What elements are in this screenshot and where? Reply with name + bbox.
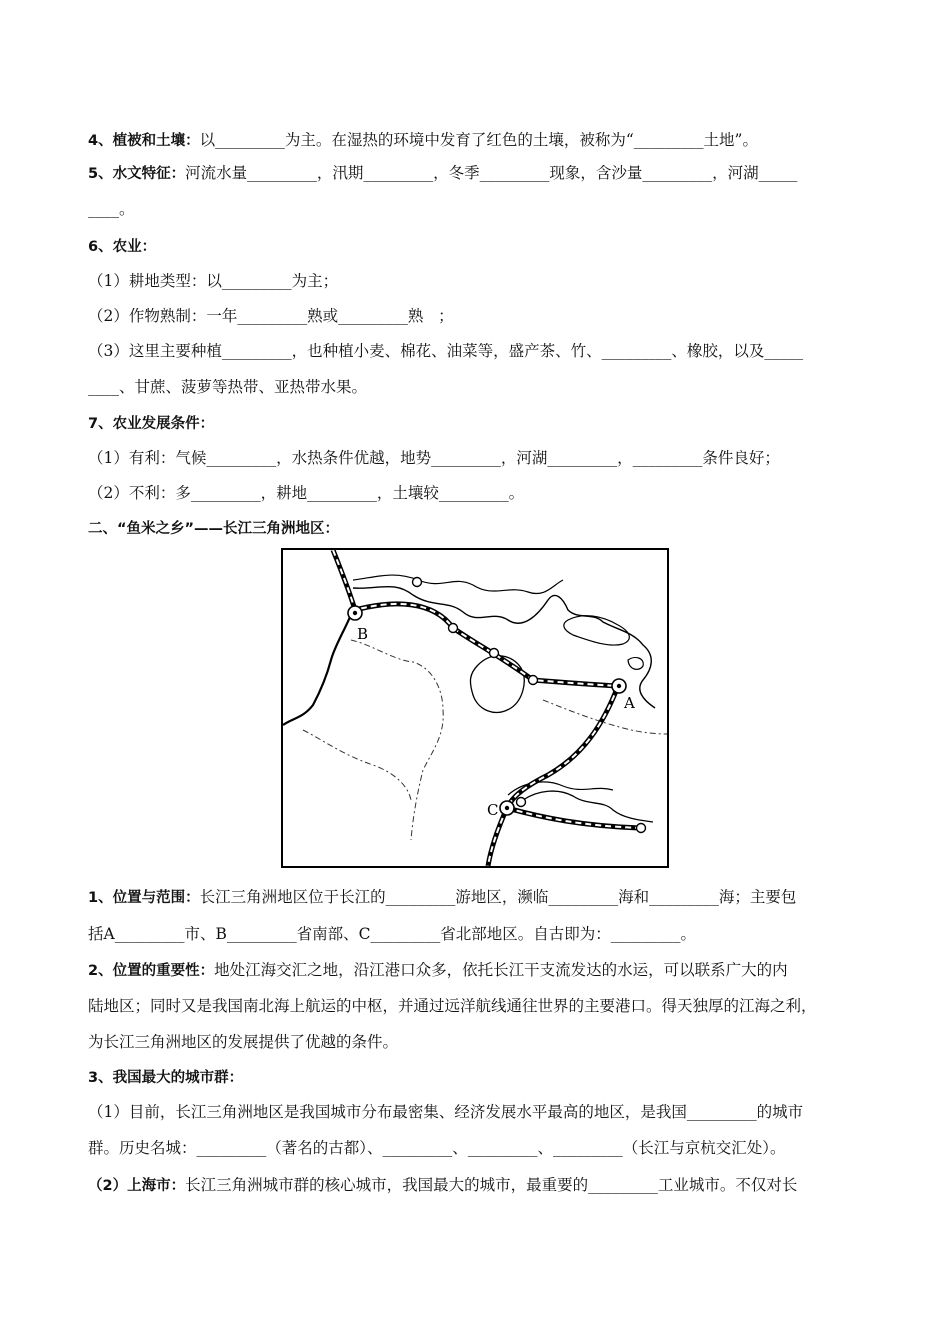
province-boundary-3 xyxy=(303,730,411,800)
line-7-2: （2）不利：多_________，耕地_________，土壤较_________。 xyxy=(88,484,525,502)
yangtze-delta-map xyxy=(281,548,669,868)
line-6-agriculture: 6、农业： xyxy=(88,239,157,255)
town-marker xyxy=(529,676,538,685)
estuary-island xyxy=(564,616,629,645)
province-boundary-1 xyxy=(351,640,443,840)
river-north-bank xyxy=(353,575,563,593)
section-2-1-continued: 括A_________市、B_________省南部、C_________省北部地区。自古即为：_________。 xyxy=(88,925,696,943)
section-2-2-continued: 陆地区；同时又是我国南北海上航运的中枢，并通过远洋航线通往世界的主要港口。得天独厚的江海之利， xyxy=(88,997,817,1015)
section-2-1: 1、位置与范围：长江三角洲地区位于长江的_________游地区，濒临_________海和_________海；主要包 xyxy=(88,888,797,906)
label-a: A xyxy=(624,694,635,712)
town-marker xyxy=(413,578,422,587)
line-4-vegetation: 4、植被和土壤：以_________为主。在湿热的环境中发育了红色的土壤，被称为“_________土地”。 xyxy=(88,131,758,149)
town-marker xyxy=(517,798,526,807)
line-6-2: （2）作物熟制：一年_________熟或_________熟 ； xyxy=(88,307,454,325)
line-6-1: （1）耕地类型：以_________为主； xyxy=(88,272,339,290)
line-7-conditions: 7、农业发展条件： xyxy=(88,416,215,432)
section-2-3: 3、我国最大的城市群： xyxy=(88,1070,244,1086)
section-2-3-2: （2）上海市：长江三角洲城市群的核心城市，我国最大的城市，最重要的_________工业城市。不仅对长 xyxy=(88,1176,798,1194)
section-2-2: 2、位置的重要性：地处江海交汇之地，沿江港口众多，依托长江干支流发达的水运，可以联系广大的内 xyxy=(88,961,788,979)
section-2-3-1-continued: 群。历史名城：_________（著名的古都）、_________、_________、_________（长江与京杭交汇处）。 xyxy=(88,1139,786,1157)
line-5-hydrology: 5、水文特征：河流水量_________，汛期_________，冬季_________现象，含沙量_________，河湖_____ xyxy=(88,164,798,182)
line-6-3-continued: ____、甘蔗、菠萝等热带、亚热带水果。 xyxy=(88,378,368,396)
label-b: B xyxy=(357,625,369,643)
town-marker xyxy=(449,624,458,633)
town-marker xyxy=(490,649,499,658)
section-2-heading: 二、“鱼米之乡”——长江三角洲地区： xyxy=(88,521,340,537)
label-c: C xyxy=(487,801,499,819)
map-drawing xyxy=(283,550,667,866)
town-marker xyxy=(637,824,646,833)
line-7-1: （1）有利：气候_________，水热条件优越，地势_________，河湖_________，_________条件良好； xyxy=(88,449,780,467)
section-2-2-end: 为长江三角洲地区的发展提供了优越的条件。 xyxy=(88,1033,399,1051)
islet-1 xyxy=(628,658,643,670)
line-6-3: （3）这里主要种植_________，也种植小麦、棉花、油菜等，盛产茶、竹、_________、橡胶，以及_____ xyxy=(88,342,804,360)
lake-taihu xyxy=(470,656,524,713)
section-2-3-1: （1）目前，长江三角洲地区是我国城市分布最密集、经济发展水平最高的地区，是我国_________的城市 xyxy=(88,1103,804,1121)
line-5-continued: ____。 xyxy=(88,200,135,218)
western-river xyxy=(283,610,353,725)
